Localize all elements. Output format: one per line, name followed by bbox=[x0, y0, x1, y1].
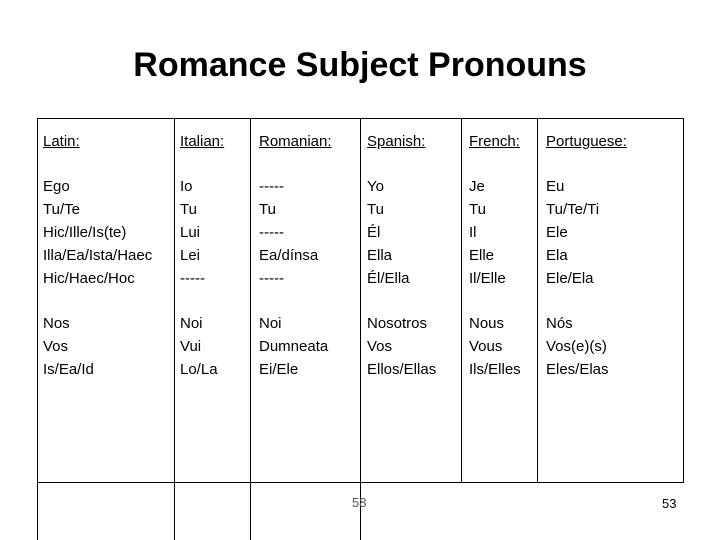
header-latin: Latin: bbox=[43, 133, 80, 150]
plural-latin: Nos Vos Is/Ea/Id bbox=[43, 315, 94, 378]
table-column-divider bbox=[461, 118, 462, 483]
table-column-divider bbox=[174, 118, 175, 540]
plural-romanian: Noi Dumneata Ei/Ele bbox=[259, 315, 329, 378]
singular-romanian: ----- Tu ----- Ea/dínsa ----- bbox=[259, 178, 319, 287]
singular-portuguese: Eu Tu/Te/Ti Ele Ela Ele/Ela bbox=[546, 178, 600, 287]
header-italian: Italian: bbox=[180, 133, 225, 150]
table-column-divider bbox=[250, 118, 251, 540]
header-romanian: Romanian: bbox=[259, 133, 332, 150]
plural-french: Nous Vous Ils/Elles bbox=[469, 315, 521, 378]
table-column-divider bbox=[537, 118, 538, 483]
singular-italian: Io Tu Lui Lei ----- bbox=[180, 178, 205, 287]
slide-number-center: 58 bbox=[352, 495, 367, 510]
table-column-divider bbox=[360, 118, 361, 540]
plural-portuguese: Nós Vos(e)(s) Eles/Elas bbox=[546, 315, 609, 378]
singular-latin: Ego Tu/Te Hic/Ille/Is(te) Illa/Ea/Ista/Haec Hic/Haec/Hoc bbox=[43, 178, 153, 287]
table-border-left bbox=[37, 118, 38, 540]
header-french: French: bbox=[469, 133, 520, 150]
plural-spanish: Nosotros Vos Ellos/Ellas bbox=[367, 315, 437, 378]
slide-number: 53 bbox=[662, 496, 677, 511]
singular-spanish: Yo Tu Él Ella Él/Ella bbox=[367, 178, 410, 287]
table-border-right bbox=[683, 118, 684, 483]
header-portuguese: Portuguese: bbox=[546, 133, 627, 150]
plural-italian: Noi Vui Lo/La bbox=[180, 315, 218, 378]
singular-french: Je Tu Il Elle Il/Elle bbox=[469, 178, 506, 287]
header-spanish: Spanish: bbox=[367, 133, 426, 150]
slide-title: Romance Subject Pronouns bbox=[133, 46, 587, 84]
